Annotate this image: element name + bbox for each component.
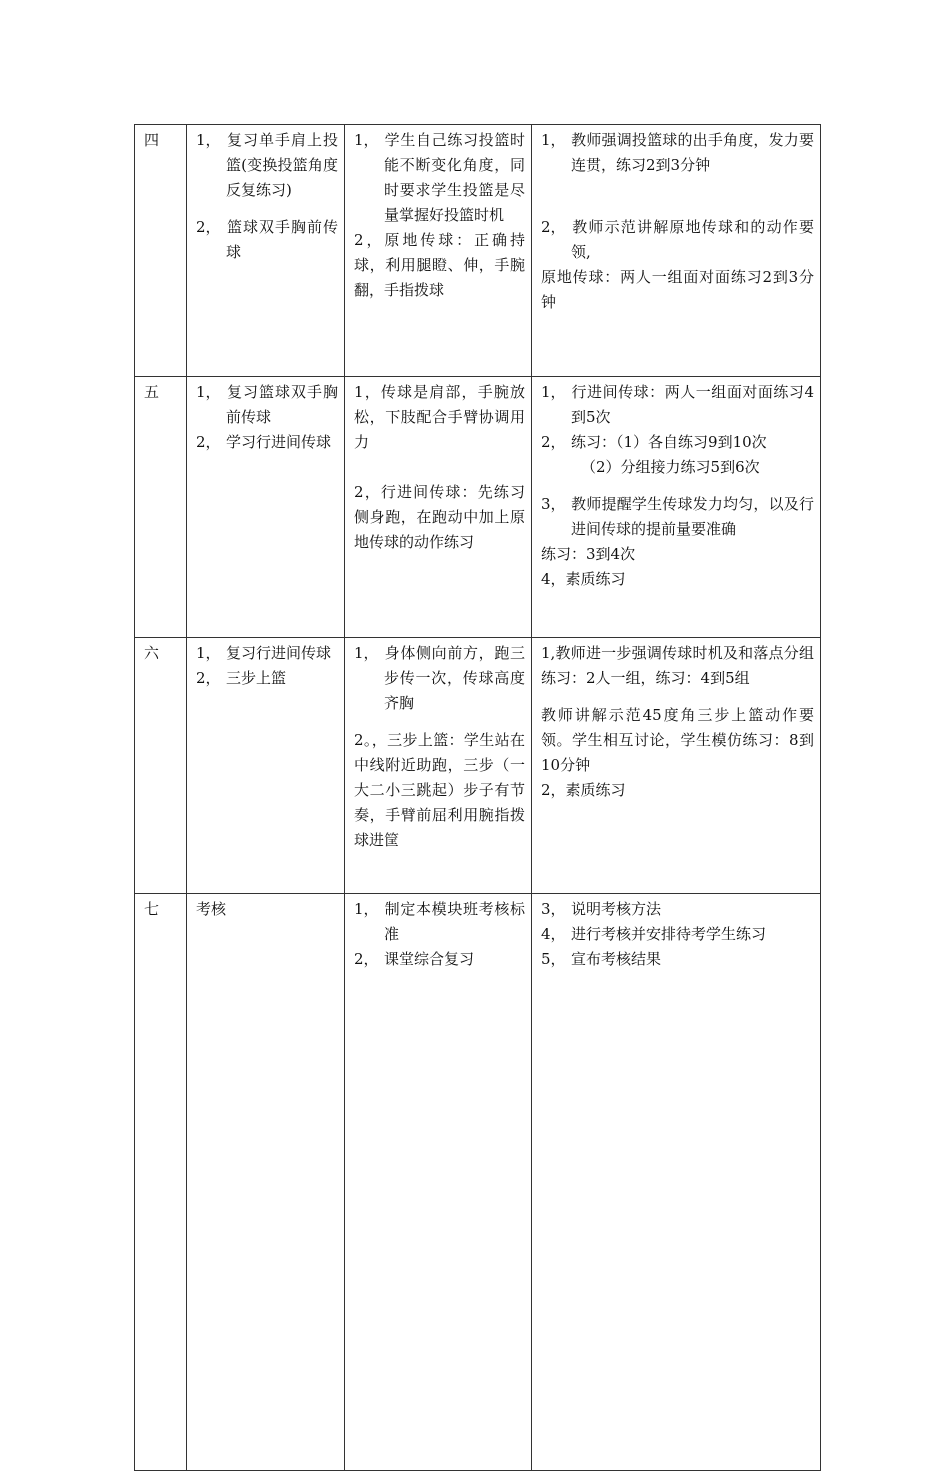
requirements-cell <box>345 125 532 377</box>
content-cell <box>187 894 345 1471</box>
methods-cell <box>532 894 821 1471</box>
method-item: 1,教师进一步强调传球时机及和落点分组练习：2人一组，练习：4到5组 <box>541 644 814 687</box>
method-item: 原地传球：两人一组面对面练习2到3分钟 <box>541 268 814 311</box>
requirement-item: 2，行进间传球：先练习侧身跑，在跑动中加上原地传球的动作练习 <box>354 483 525 551</box>
table-row <box>135 638 821 894</box>
method-item: 4，素质练习 <box>541 570 626 588</box>
method-item: 1， 行进间传球：两人一组面对面练习4到5次 <box>541 383 814 426</box>
method-item: 2， 练习：（1）各自练习9到10次 <box>541 433 767 451</box>
requirement-item: 2。，三步上篮：学生站在中线附近助跑，三步（一大二小三跳起）步子有节奏，手臂前屈利用腕指拨球进筐 <box>354 731 525 849</box>
lesson-plan-table <box>134 124 821 1471</box>
content-item: 2， 学习行进间传球 <box>196 433 332 451</box>
week-cell <box>135 377 187 638</box>
method-item: 2， 教师示范讲解原地传球和的动作要领, <box>541 218 814 261</box>
content-item: 1， 复习行进间传球 <box>196 644 332 662</box>
content-item: 2， 三步上篮 <box>196 669 287 687</box>
requirements-cell <box>345 377 532 638</box>
method-item: 4， 进行考核并安排待考学生练习 <box>541 925 767 943</box>
requirements-cell <box>345 638 532 894</box>
requirement-item: 1， 学生自己练习投篮时能不断变化角度，同时要求学生投篮是尽量掌握好投篮时机 <box>354 131 525 224</box>
methods-cell <box>532 125 821 377</box>
week-cell <box>135 125 187 377</box>
requirement-item: 1， 身体侧向前方，跑三步传一次，传球高度齐胸 <box>354 644 525 712</box>
table-row <box>135 377 821 638</box>
content-item: 1， 复习篮球双手胸前传球 <box>196 383 338 426</box>
method-item: （2）分组接力练习5到6次 <box>581 458 760 476</box>
method-item: 5， 宣布考核结果 <box>541 950 662 968</box>
content-cell <box>187 125 345 377</box>
content-cell <box>187 638 345 894</box>
requirements-cell <box>345 894 532 1471</box>
method-item: 教师讲解示范45度角三步上篮动作要领。学生相互讨论，学生模仿练习：8到10分钟 <box>541 706 814 774</box>
methods-cell <box>532 377 821 638</box>
table-row <box>135 125 821 377</box>
requirement-item: 1，传球是肩部，手腕放松，下肢配合手臂协调用力 <box>354 383 525 451</box>
table-row <box>135 894 821 1471</box>
week-label: 七 <box>144 900 160 918</box>
method-item: 1， 教师强调投篮球的出手角度，发力要连贯，练习2到3分钟 <box>541 131 814 174</box>
methods-cell <box>532 638 821 894</box>
content-item: 1， 复习单手肩上投篮(变换投篮角度反复练习) <box>196 131 338 199</box>
week-label: 四 <box>144 131 160 149</box>
content-item: 考核 <box>196 900 227 918</box>
week-label: 六 <box>144 644 160 662</box>
method-item: 3， 教师提醒学生传球发力均匀，以及行进间传球的提前量要准确 <box>541 495 814 538</box>
method-item: 3， 说明考核方法 <box>541 900 662 918</box>
week-label: 五 <box>144 383 160 401</box>
method-item: 练习：3到4次 <box>541 545 636 563</box>
content-cell <box>187 377 345 638</box>
week-cell <box>135 638 187 894</box>
week-cell <box>135 894 187 1471</box>
requirement-item: 2，原地传球：正确持球，利用腿瞪、伸，手腕翻，手指拨球 <box>354 231 525 299</box>
requirement-item: 1， 制定本模块班考核标准 <box>354 900 525 943</box>
requirement-item: 2， 课堂综合复习 <box>354 950 475 968</box>
content-item: 2， 篮球双手胸前传球 <box>196 218 338 261</box>
method-item: 2，素质练习 <box>541 781 626 799</box>
